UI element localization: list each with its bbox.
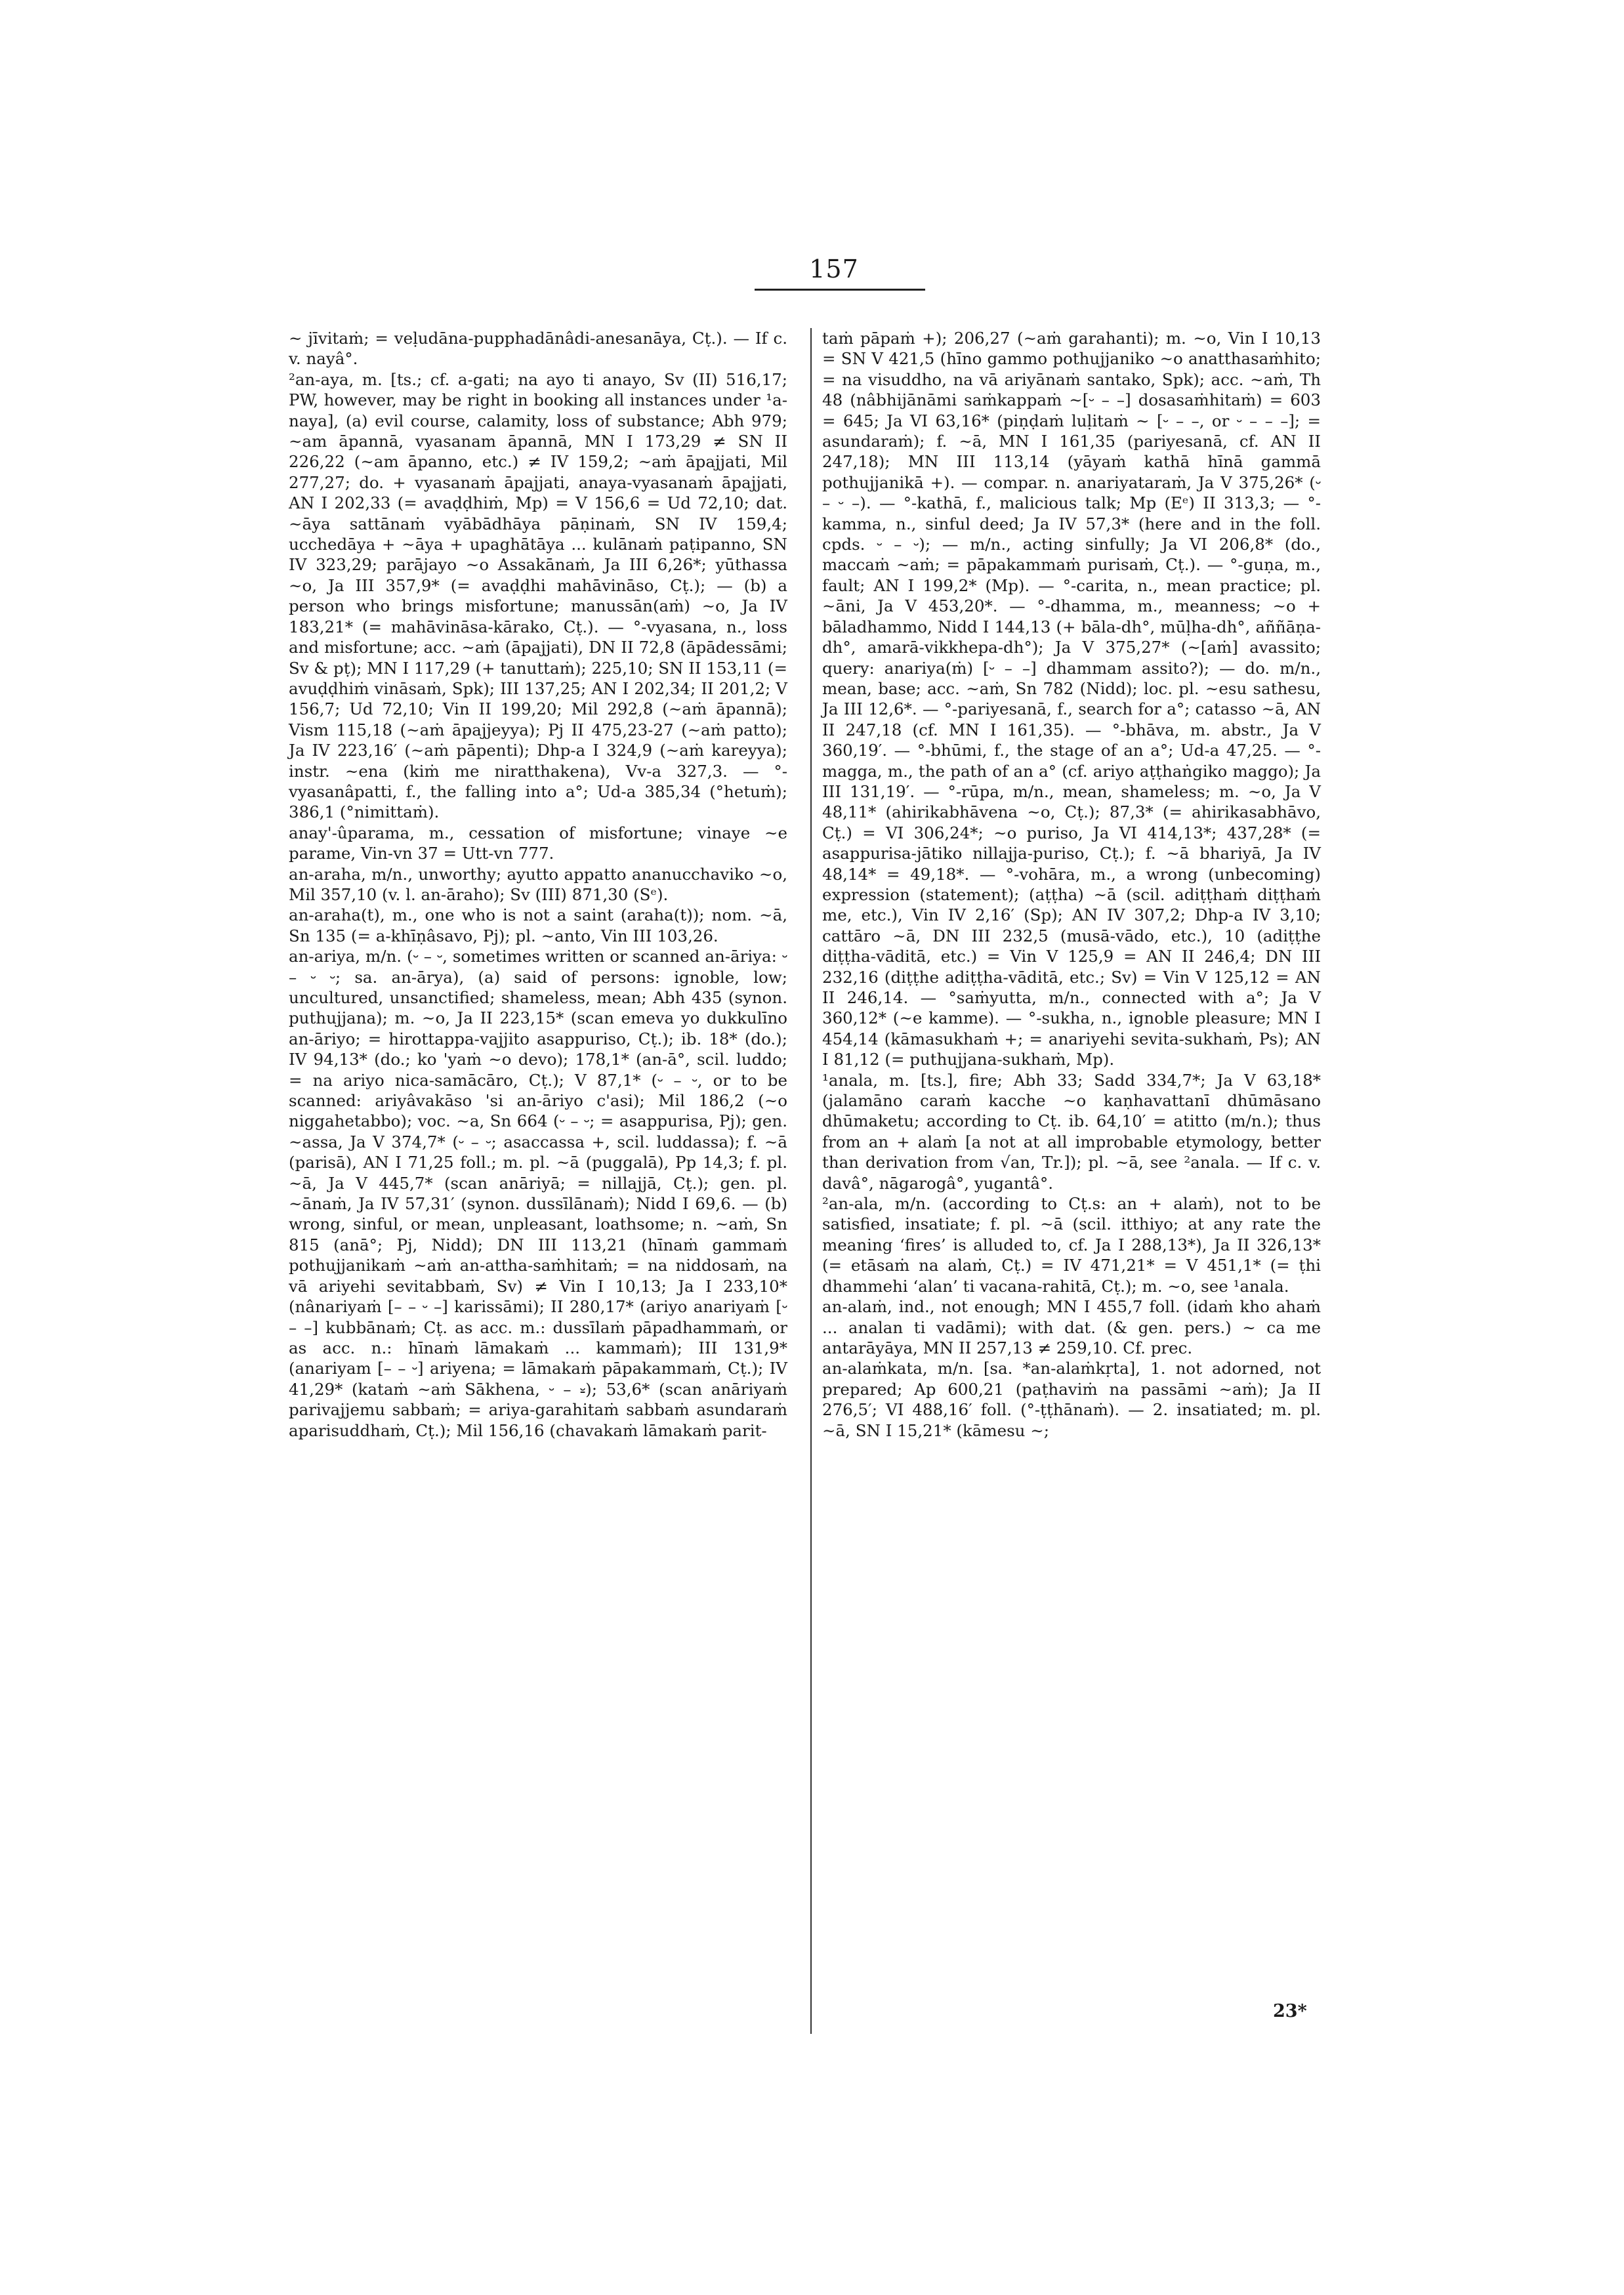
entry-an-alam: an-alaṁ, ind., not enough; MN I 455,7 foll. (idaṁ kho ahaṁ ... analan ti vadāmi); with dat. (& gen. pers.) ~ ca me antarāyāya, MN II 257,13 ≠ 259,10. Cf. prec. — [822, 1297, 1321, 1357]
entry-an-aya: ²an-aya, m. [ts.; cf. a-gati; na ayo ti anayo, Sv (II) 516,17; PW, however, may be right in booking all instances under ¹a-naya], (a) evil course, calamity, loss of substance; Abh 979; ~am āpannā, vyasanam āpannā, MN I 173,29 ≠ SN II 226,22 (~am āpanno, etc.) ≠ IV 159,2; ~aṁ āpajjati, Mil 277,27; do. + vyasanaṁ āpajjati, anaya-vyasanaṁ āpajjati, AN I 202,33 (= avaḍḍhiṁ, Mp) = V 156,6 = Ud 72,10; dat. ~āya sattānaṁ vyābādhāya pāṇinaṁ, SN IV 159,4; ucchedāya + ~āya + upaghātāya ... kulānaṁ paṭipanno, SN IV 323,29; parājayo ~o Assakānaṁ, Ja III 6,26*; yūthassa ~o, Ja III 357,9* (= avaḍḍhi mahāvināso, Cṭ.); — (b) a person who brings misfortune; manussān(aṁ) ~o, Ja IV 183,21* (= mahāvināsa-kārako, Cṭ.). — °-vyasana, n., loss and misfortune; acc. ~aṁ (āpajjati), DN II 72,8 (āpādessāmi; Sv & pṭ); MN I 117,29 (+ tanuttaṁ); 225,10; SN II 153,11 (= avuḍḍhiṁ vināsaṁ, Spk); III 137,25; AN I 202,34; II 201,2; V 156,7; Ud 72,10; Vin II 199,20; Mil 292,8 (~aṁ āpannā); Vism 115,18 (~aṁ āpajjeyya); Pj II 475,23-27 (~aṁ patto); Ja IV 223,16′ (~aṁ pāpenti); Dhp-a I 324,9 (~aṁ kareyya); instr. ~ena (kiṁ me niratthakena), Vv-a 327,3. — °-vyasanâpatti, f., the falling into a°; Ud-a 385,34 (°hetuṁ); 386,1 (°nimittaṁ). — [289, 369, 787, 822]
right-column — [822, 328, 1321, 1441]
left-column — [289, 328, 787, 1441]
entry-jivitam-continuation: ~ jīvitaṁ; = veḷudāna-pupphadānâdi-anesanāya, Cṭ.). — If c. v. nayâ°. — [289, 329, 787, 369]
entry-an-ariya: an-ariya, m/n. (⏑ – ⏑, sometimes written or scanned an-āriya: ⏑ – ⏑ ⏑; sa. an-ārya), (a) said of persons: ignoble, low; uncultured, unsanctified; shameless, mean; Abh 435 (synon. puthujjana); m. ~o, Ja II 223,15* (scan emeva yo dukkulīno an-āriyo; = hirottappa-vajjito asappuriso, Cṭ.); ib. 18* (do.); IV 94,13* (do.; ko 'yaṁ ~o devo); 178,1* (an-ā°, scil. luddo; = na ariyo nica-samācāro, Cṭ.); V 87,1* (⏑ – ⏑, or to be scanned: ariyâvakāso 'si an-āriyo c'asi); Mil 186,2 (~o niggahetabbo); voc. ~a, Sn 664 (⏑ – ⏑; = asappurisa, Pj); gen. ~assa, Ja V 374,7* (⏑ – ⏑; asaccassa +, scil. luddassa); f. ~ā (parisā), AN I 71,25 foll.; m. pl. ~ā (puggalā), Pp 14,3; f. pl. ~ā, Ja V 445,7* (scan anāriyā; = nillajjā, Cṭ.); gen. pl. ~ānaṁ, Ja IV 57,31′ (synon. dussīlānaṁ); Nidd I 69,6. — (b) wrong, sinful, or mean, unpleasant, loathsome; n. ~aṁ, Sn 815 (anā°; Pj, Nidd); DN III 113,21 (hīnaṁ gammaṁ pothujjanikaṁ ~aṁ an-attha-saṁhitaṁ; = na niddosaṁ, na vā ariyehi sevitabbaṁ, Sv) ≠ Vin I 10,13; Ja I 233,10* (nânariyaṁ [– – ⏑ –] karissāmi); II 280,17* (ariyo anariyaṁ [⏑ – –] kubbānaṁ; Cṭ. as acc. m.: dussīlaṁ pāpadhammaṁ, or as acc. n.: hīnaṁ lāmakaṁ ... kammaṁ); III 131,9* (anariyam [– – ⏑] ariyena; = lāmakaṁ pāpakammaṁ, Cṭ.); IV 41,29* (kataṁ ~aṁ Sākhena, ⏑ – ⏓); 53,6* (scan anāriyaṁ parivajjemu sabbaṁ; = ariya-garahitaṁ sabbaṁ asundaraṁ aparisuddhaṁ, Cṭ.); Mil 156,16 (chavakaṁ lāmakaṁ parit- — [289, 947, 787, 1440]
entry-an-ala-2: ²an-ala, m/n. (according to Cṭ.s: an + alaṁ), not to be satisfied, insatiate; f. pl. ~ā (scil. itthiyo; at any rate the meaning ‘fires’ is alluded to, cf. Ja I 288,13*), Ja II 326,13* (= etāsaṁ na alaṁ, Cṭ.) = IV 471,21* = V 451,1* (= ṭhi dhammehi ‘alan’ ti vacana-rahitā, Cṭ.); m. ~o, see ¹anala. — [822, 1194, 1321, 1296]
signature-mark: 23* — [1273, 2001, 1307, 2021]
entry-an-ariya-continuation: taṁ pāpaṁ +); 206,27 (~aṁ garahanti); m. ~o, Vin I 10,13 = SN V 421,5 (hīno gammo pothujjaniko ~o anatthasaṁhito; = na visuddho, na vā ariyānaṁ santako, Spk); acc. ~aṁ, Th 48 (nâbhijānāmi saṁkappaṁ ~[⏑ – –] dosasaṁhitaṁ) = 603 = 645; Ja VI 63,16* (piṇḍaṁ luḷitaṁ ~ [⏑ – –, or ⏑ – – –]; = asundaraṁ); f. ~ā, MN I 161,35 (pariyesanā, cf. AN II 247,18); MN III 113,14 (yāyaṁ kathā hīnā gammā pothujjanikā +). — compar. n. anariyataraṁ, Ja V 375,26* (⏑ – ⏑ –). — °-kathā, f., malicious talk; Mp (Eᵉ) II 313,3; — °-kamma, n., sinful deed; Ja IV 57,3* (here and in the foll. cpds. ⏑ – ⏑); — m/n., acting sinfully; Ja VI 206,8* (do., maccaṁ ~aṁ; = pāpakammaṁ purisaṁ, Cṭ.). — °-guṇa, m., fault; AN I 199,2* (Mp). — °-carita, n., mean practice; pl. ~āni, Ja V 453,20*. — °-dhamma, m., meanness; ~o + bāladhammo, Nidd I 144,13 (+ bāla-dh°, mūḷha-dh°, aññāṇa-dh°, amarā-vikkhepa-dh°); Ja V 375,27* (~[aṁ] avassito; query: anariya(ṁ) [⏑ – –] dhammam assito?); — do. m/n., mean, base; acc. ~aṁ, Sn 782 (Nidd); loc. pl. ~esu sathesu, Ja III 12,6*. — °-pariyesanā, f., search for a°; catasso ~ā, AN II 247,18 (cf. MN I 161,35). — °-bhāva, m. abstr., Ja V 360,19′. — °-bhūmi, f., the stage of an a°; Ud-a 47,25. — °-magga, m., the path of an a° (cf. ariyo aṭṭhaṅgiko maggo); Ja III 131,19′. — °-rūpa, m/n., mean, shameless; m. ~o, Ja V 48,11* (ahirikabhāvena ~o, Cṭ.); 87,3* (= ahirikasabhāvo, Cṭ.) = VI 306,24*; ~o puriso, Ja VI 414,13*; 437,28* (= asappurisa-jātiko nillajja-puriso, Cṭ.); f. ~ā bhariyā, Ja IV 48,14* = 49,18*. — °-vohāra, m., a wrong (unbecoming) expression (statement); (aṭṭha) ~ā (scil. adiṭṭhaṁ diṭṭhaṁ me, etc.), Vin IV 2,16′ (Sp); AN IV 307,2; Dhp-a IV 3,10; cattāro ~ā, DN III 232,5 (musā-vādo, etc.), 10 (adiṭṭhe diṭṭha-vāditā, etc.) = Vin V 125,9 = AN II 246,4; DN III 232,16 (diṭṭhe adiṭṭha-vāditā, etc.; Sv) = Vin V 125,12 = AN II 246,14. — °saṁyutta, m/n., connected with a°; Ja V 360,12* (~e kamme). — °-sukha, n., ignoble pleasure; MN I 454,14 (kāmasukhaṁ +; = anariyehi sevita-sukhaṁ, Ps); AN I 81,12 (= puthujjana-sukhaṁ, Mp). — [822, 329, 1321, 1069]
entry-anala-1: ¹anala, m. [ts.], fire; Abh 33; Sadd 334,7*; Ja V 63,18* (jalamāno caraṁ kacche ~o kaṇhavattanī dhūmāsano dhūmaketu; according to Cṭ. ib. 64,10′ = atitto (m/n.); thus from an + alaṁ [a not at all improbable etymology, better than derivation from √an, Tr.]); pl. ~ā, see ²anala. — If c. v. davâ°, nāgarogâ°, yugantâ°. — [822, 1070, 1321, 1193]
entry-an-arahat: an-araha(t), m., one who is not a saint (araha(t)); nom. ~ā, Sn 135 (= a-khīṇâsavo, Pj); pl. ~anto, Vin III 103,26. — [289, 905, 787, 945]
entry-an-alamkata: an-alaṁkata, m/n. [sa. *an-alaṁkṛta], 1. not adorned, not prepared; Ap 600,21 (paṭhaviṁ na passāmi ~aṁ); Ja II 276,5′; VI 488,16′ foll. (°-ṭṭhānaṁ). — 2. insatiated; m. pl. ~ā, SN I 15,21* (kāmesu ~; — [822, 1359, 1321, 1440]
entry-an-araha: an-araha, m/n., unworthy; ayutto appatto ananucchaviko ~o, Mil 357,10 (v. l. an-āraho); Sv (III) 871,30 (Sᵉ). — [289, 864, 787, 904]
page-number: 157 — [809, 255, 859, 283]
entry-anay-uparama: anay'-ûparama, m., cessation of misfortune; vinaye ~e parame, Vin-vn 37 = Utt-vn 777. — [289, 823, 787, 863]
column-divider — [810, 328, 812, 2034]
header-rule — [755, 289, 925, 291]
